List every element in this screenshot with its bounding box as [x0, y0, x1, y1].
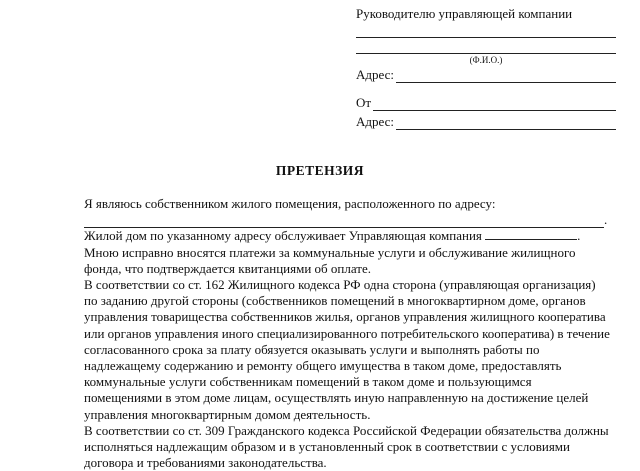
owner-address-line [84, 212, 612, 228]
sender-row [356, 95, 616, 111]
addressee-block [356, 6, 616, 130]
paragraph-payments: Мною исправно вносятся платежи за коммунальные услуги и обслуживание жилищного фонда, что подтверждается квитанциями об оплате. [84, 244, 576, 276]
document-title: ПРЕТЕНЗИЯ [275, 163, 365, 178]
management-company-period: . [577, 228, 581, 244]
sender-address-row [356, 114, 616, 130]
sender-address-blank [396, 115, 616, 130]
address-blank [396, 68, 616, 83]
paragraph-article-309: В соответствии со ст. 309 Гражданского кодекса Российской Федерации обязательства должны исполняться надлежащим образом и в установленный срок в соответствии с условиями договора и требованиями законодательства. [84, 422, 609, 471]
management-company-text: Жилой дом по указанному адресу обслуживает Управляющая компания [84, 228, 482, 244]
sender-blank [373, 96, 616, 111]
fio-caption: (Ф.И.О.) [469, 55, 503, 65]
address-label: Адрес: [356, 67, 394, 82]
name-blank-line-2 [356, 38, 616, 54]
owner-address-blank [84, 213, 604, 228]
name-blank-line-1 [356, 22, 616, 38]
address-row [356, 67, 616, 83]
paragraph-owner: Я являюсь собственником жилого помещения, расположенного по адресу: [84, 196, 496, 211]
sender-address-label: Адрес: [356, 114, 394, 129]
paragraph-article-162: В соответствии со ст. 162 Жилищного кодекса РФ одна сторона (управляющая организация) по заданию другой стороны (собственников помещений в многоквартирном доме, органов управления товарищества собственников жилья, органов управления жилищного кооператива или органов управления иного специализированного потребительского кооператива) в течение согласованного срока за плату обязуется оказывать услуги и выполнять работы по надлежащему содержанию и ремонту общего имущества в таком доме, предоставлять коммунальные услуги собственникам помещений в таком доме и пользующимся помещениями в этом доме лицам, осуществлять иную направленную на достижение целей управления многоквартирным домом деятельность. [84, 277, 610, 422]
sender-label: От [356, 95, 372, 110]
management-company-blank [485, 228, 577, 240]
addressee-label: Руководителю управляющей компании [356, 6, 573, 21]
paragraph-management-company [84, 228, 612, 244]
owner-address-period: . [604, 212, 608, 228]
document-body [84, 196, 612, 471]
